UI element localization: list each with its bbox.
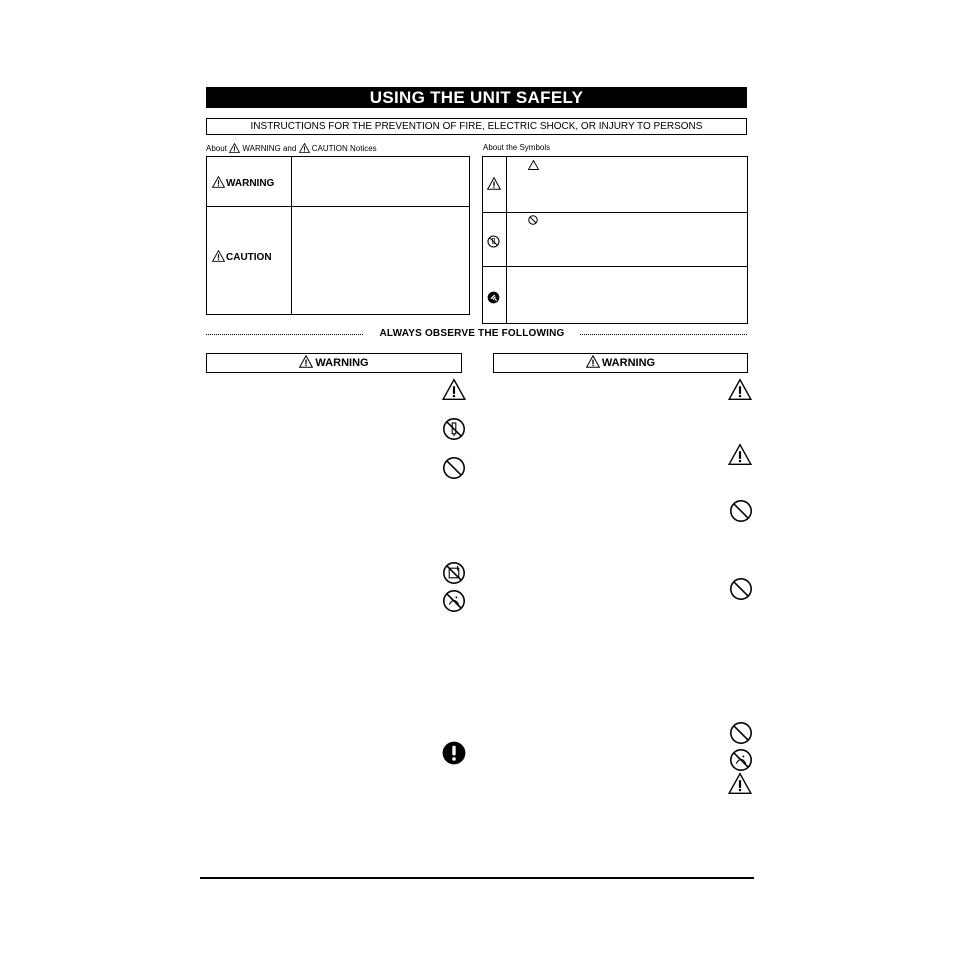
triangle-outline-icon	[528, 160, 539, 170]
do-not-expose-to-water-icon	[729, 748, 753, 772]
symbol-row-prohibition	[483, 213, 747, 267]
prohibition-outline-icon	[528, 215, 538, 225]
warning-triangle-icon	[299, 143, 310, 153]
dotted-divider-left	[206, 334, 363, 335]
warning-notice-label	[212, 176, 290, 189]
unplug-icon	[487, 291, 500, 304]
right-warning-header	[493, 353, 748, 373]
warning-triangle-icon	[299, 355, 313, 368]
prohibition-icon	[442, 456, 466, 480]
notice-table	[206, 156, 470, 315]
warning-triangle-icon	[728, 772, 752, 795]
caution-notice-text: CAUTION	[226, 252, 272, 263]
do-not-disassemble-icon	[487, 235, 500, 248]
prohibition-icon	[729, 499, 753, 523]
page-subtitle: INSTRUCTIONS FOR THE PREVENTION OF FIRE, ELECTRIC SHOCK, OR INJURY TO PERSONS	[206, 118, 747, 135]
mandatory-action-icon	[442, 741, 466, 765]
do-not-expose-to-water-icon	[442, 589, 466, 613]
left-warning-header	[206, 353, 462, 373]
warning-triangle-icon	[212, 176, 225, 188]
warning-triangle-icon	[487, 177, 501, 190]
about-symbols-heading: About the Symbols	[483, 143, 551, 152]
warning-triangle-icon	[586, 355, 600, 368]
warning-triangle-icon	[728, 378, 752, 401]
prohibition-icon	[729, 577, 753, 601]
about-notices-mid: WARNING and	[242, 144, 297, 153]
do-not-disassemble-icon	[442, 417, 466, 441]
right-warning-label: WARNING	[601, 357, 656, 369]
symbol-row-warning	[483, 157, 747, 213]
prohibition-icon	[729, 721, 753, 745]
dotted-divider-right	[580, 334, 747, 335]
symbols-table	[482, 156, 748, 324]
do-not-modify-icon	[442, 561, 466, 585]
warning-notice-text: WARNING	[226, 178, 275, 189]
page-title: USING THE UNIT SAFELY	[206, 87, 747, 108]
page-footer-rule	[200, 877, 754, 879]
warning-notice-row	[207, 157, 469, 207]
caution-notice-label	[212, 250, 290, 263]
warning-triangle-icon	[728, 443, 752, 466]
warning-triangle-icon	[442, 378, 466, 401]
caution-notice-row	[207, 207, 469, 314]
always-observe-heading: ALWAYS OBSERVE THE FOLLOWING	[379, 328, 565, 339]
warning-triangle-icon	[229, 143, 240, 153]
warning-triangle-icon	[212, 250, 225, 262]
about-notices-heading	[206, 143, 377, 154]
symbol-row-mandatory	[483, 267, 747, 323]
about-notices-prefix: About	[206, 144, 227, 153]
symbols-table-divider	[506, 157, 507, 323]
notice-table-divider	[291, 157, 292, 314]
about-notices-suffix: CAUTION Notices	[311, 144, 377, 153]
left-warning-label: WARNING	[315, 357, 369, 369]
